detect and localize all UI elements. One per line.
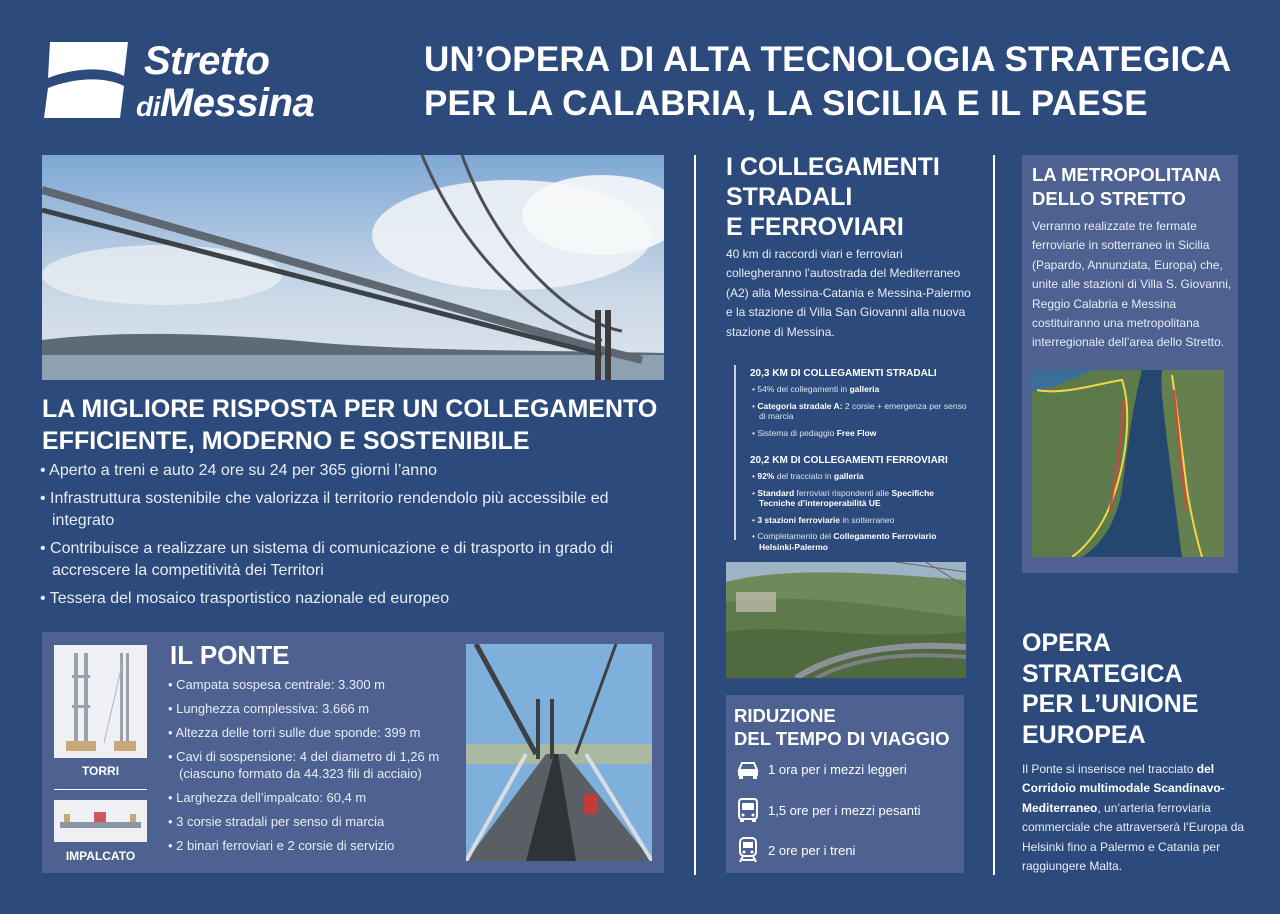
opera-title-line: PER L’UNIONE bbox=[1022, 690, 1199, 718]
metropolitana-title-line: LA METROPOLITANA bbox=[1032, 164, 1222, 185]
deck-section-icon bbox=[54, 800, 147, 842]
logo-text-secondary: diMessina bbox=[136, 81, 315, 125]
bridge-deck-photo bbox=[466, 644, 652, 861]
headline-line-1: UN’OPERA DI ALTA TECNOLOGIA STRATEGICA bbox=[424, 40, 1232, 79]
riduzione-title-line: RIDUZIONE bbox=[734, 705, 836, 726]
benefits-list bbox=[40, 460, 660, 616]
stradali-list bbox=[752, 384, 967, 444]
spec-item: • 3 corsie stradali per senso di marcia bbox=[168, 813, 458, 830]
spec-item: • Lunghezza complessiva: 3.666 m bbox=[168, 700, 458, 717]
collegamenti-intro: 40 km di raccordi viari e ferroviari collegheranno l’autostrada del Mediterraneo (A2) alla Messina-Catania e Messina-Palermo e la stazione di Villa San Giovanni alla nuova stazione di Messina. bbox=[726, 247, 971, 339]
collegamenti-title-line: I COLLEGAMENTI bbox=[726, 153, 940, 181]
torri-label: TORRI bbox=[81, 764, 120, 778]
spec-item: • Larghezza dell’impalcato: 60,4 m bbox=[168, 789, 458, 806]
column-separator bbox=[993, 155, 995, 875]
opera-text: Il Ponte si inserisce nel tracciato del Corridoio multimodale Scandinavo-Mediterraneo, un’arteria ferroviaria commerciale che attraverserà l’Europa da Helsinki fino a Palermo e Catania per raggiungere Malta. bbox=[1022, 762, 1245, 874]
logo-icon bbox=[44, 40, 132, 120]
benefit-item: • Tessera del mosaico trasportistico nazionale ed europeo bbox=[40, 588, 660, 610]
riduzione-title-line: DEL TEMPO DI VIAGGIO bbox=[734, 728, 950, 749]
page-headline bbox=[424, 38, 1254, 126]
ponte-title: IL PONTE bbox=[170, 640, 290, 670]
opera-title-line: OPERA bbox=[1022, 629, 1111, 657]
spec-item: • Campata sospesa centrale: 3.300 m bbox=[168, 676, 458, 693]
riduzione-title bbox=[734, 704, 964, 750]
collegamenti-title-line: STRADALI bbox=[726, 183, 853, 211]
list-item: • 92% del tracciato in galleria bbox=[752, 471, 967, 482]
metropolitana-text: Verranno realizzate tre fermate ferroviarie in sotterraneo in Sicilia (Papardo, Annunziata, Europa) che, unite alle stazioni di Villa S. Giovanni, Reggio Calabria e Messina costituiranno una metropolitana interregionale dell’area dello Stretto. bbox=[1032, 219, 1232, 350]
list-item: • Categoria stradale A: 2 corsie + emergenza per senso di marcia bbox=[752, 401, 967, 422]
column-separator bbox=[694, 155, 696, 875]
ponte-specs-list bbox=[168, 676, 458, 861]
list-item: • Completamento del Collegamento Ferroviario Helsinki-Palermo bbox=[752, 531, 967, 552]
metropolitana-title bbox=[1032, 163, 1237, 211]
ferroviari-list bbox=[752, 471, 967, 558]
travel-time-text: 1 ora per i mezzi leggeri bbox=[768, 761, 907, 777]
spec-item: • 2 binari ferroviari e 2 corsie di servizio bbox=[168, 837, 458, 854]
collegamenti-title-line: E FERROVIARI bbox=[726, 213, 904, 241]
collegamenti-title bbox=[726, 152, 966, 242]
main-heading-line-1: LA MIGLIORE RISPOSTA PER UN COLLEGAMENTO bbox=[42, 395, 658, 423]
list-item: • 3 stazioni ferroviarie in sotterraneo bbox=[752, 515, 967, 526]
travel-time-row bbox=[734, 795, 964, 825]
bus-icon bbox=[734, 796, 762, 824]
stradali-heading: 20,3 KM DI COLLEGAMENTI STRADALI bbox=[750, 368, 937, 379]
divider bbox=[54, 789, 147, 790]
timeline-line bbox=[734, 365, 736, 540]
headline-line-2: PER LA CALABRIA, LA SICILIA E IL PAESE bbox=[424, 84, 1148, 123]
car-icon bbox=[734, 755, 762, 783]
travel-time-text: 2 ore per i treni bbox=[768, 842, 856, 858]
opera-title-line: STRATEGICA bbox=[1022, 659, 1183, 688]
travel-time-text: 1,5 ore per i mezzi pesanti bbox=[768, 802, 921, 818]
main-heading-line-2: EFFICIENTE, MODERNO E SOSTENIBILE bbox=[42, 427, 530, 455]
opera-title bbox=[1022, 628, 1242, 750]
travel-time-row bbox=[734, 754, 964, 784]
logo-text: Stretto bbox=[144, 39, 270, 83]
list-item: • Standard ferroviari rispondenti alle Specifiche Tecniche d’interoperabilità UE bbox=[752, 488, 967, 509]
travel-time-row bbox=[734, 835, 964, 865]
benefit-item: • Infrastruttura sostenibile che valorizza il territorio rendendolo più accessibile ed integrato bbox=[40, 488, 660, 532]
tower-diagram-icon bbox=[54, 645, 147, 758]
main-heading bbox=[42, 393, 682, 457]
opera-title-line: EUROPEA bbox=[1022, 720, 1146, 749]
train-icon bbox=[734, 836, 762, 864]
strait-map bbox=[1032, 370, 1224, 557]
benefit-item: • Contribuisce a realizzare un sistema di comunicazione e di trasporto in grado di accrescere la competitività dei Territori bbox=[40, 538, 660, 582]
list-item: • 54% dei collegamenti in galleria bbox=[752, 384, 967, 395]
benefit-item: • Aperto a treni e auto 24 ore su 24 per 365 giorni l’anno bbox=[40, 460, 660, 482]
ferroviari-heading: 20,2 KM DI COLLEGAMENTI FERROVIARI bbox=[750, 455, 948, 466]
spec-item: • Cavi di sospensione: 4 del diametro di 1,26 m (ciascuno formato da 44.323 fili di acciaio) bbox=[168, 748, 458, 782]
bridge-hero-image bbox=[42, 155, 664, 380]
list-item: • Sistema di pedaggio Free Flow bbox=[752, 428, 967, 439]
impalcato-label: IMPALCATO bbox=[65, 849, 136, 863]
aerial-landscape-photo bbox=[726, 562, 966, 678]
spec-item: • Altezza delle torri sulle due sponde: 399 m bbox=[168, 724, 458, 741]
metropolitana-title-line: DELLO STRETTO bbox=[1032, 188, 1186, 209]
